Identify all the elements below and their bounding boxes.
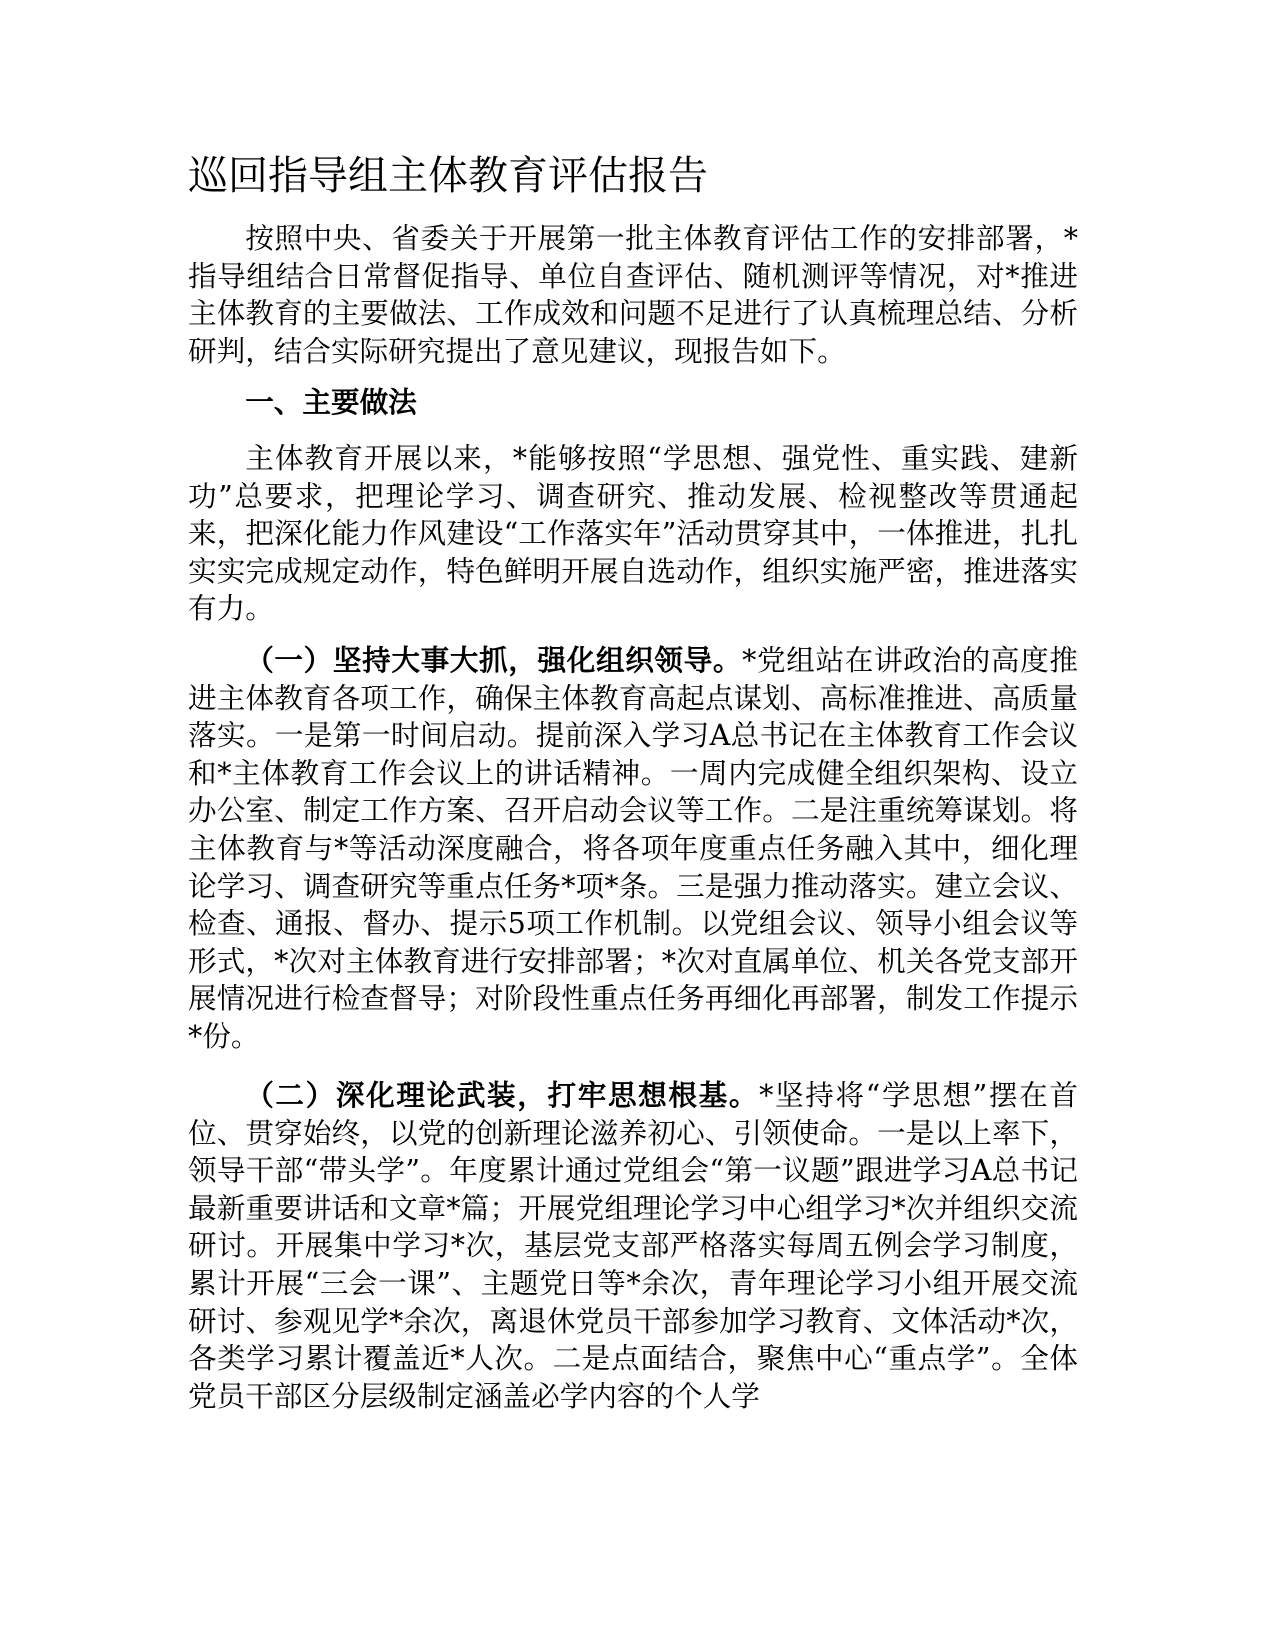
item-1-paragraph bbox=[188, 642, 1078, 1056]
item-1-lead: （一）坚持大事大抓，强化组织领导。 bbox=[245, 643, 743, 677]
item-1-body: *党组站在讲政治的高度推进主体教育各项工作，确保主体教育高起点谋划、高标准推进、高质量落实。一是第一时间启动。提前深入学习A总书记在主体教育工作会议和*主体教育工作会议上的讲话精神。一周内完成健全组织架构、设立办公室、制定工作方案、召开启动会议等工作。二是注重统筹谋划。将主体教育与*等活动深度融合，将各项年度重点任务融入其中，细化理论学习、调查研究等重点任务*项*条。三是强力推动落实。建立会议、检查、通报、督办、提示5项工作机制。以党组会议、领导小组会议等形式，*次对主体教育进行安排部署；*次对直属单位、机关各党支部开展情况进行检查督导；对阶段性重点任务再细化再部署，制发工作提示*份。 bbox=[188, 643, 1078, 1053]
intro-paragraph: 按照中央、省委关于开展第一批主体教育评估工作的安排部署，*指导组结合日常督促指导、单位自查评估、随机测评等情况，对*推进主体教育的主要做法、工作成效和问题不足进行了认真梳理总结、分析研判，结合实际研究提出了意见建议，现报告如下。 bbox=[188, 221, 1078, 368]
section-1-heading: 一、主要做法 bbox=[245, 385, 417, 419]
item-2-lead: （二）深化理论武装，打牢思想根基。 bbox=[245, 1078, 760, 1112]
document-title: 巡回指导组主体教育评估报告 bbox=[188, 153, 708, 199]
item-2-body: *坚持将“学思想”摆在首位、贯穿始终，以党的创新理论滋养初心、引领使命。一是以上率下，领导干部“带头学”。年度累计通过党组会“第一议题”跟进学习A总书记最新重要讲话和文章*篇；开展党组理论学习中心组学习*次并组织交流研讨。开展集中学习*次，基层党支部严格落实每周五例会学习制度，累计开展“三会一课”、主题党日等*余次，青年理论学习小组开展交流研讨、参观见学*余次，离退休党员干部参加学习教育、文体活动*次，各类学习累计覆盖近*人次。二是点面结合，聚焦中心“重点学”。全体党员干部区分层级制定涵盖必学内容的个人学 bbox=[188, 1078, 1078, 1413]
section-1-intro-paragraph: 主体教育开展以来，*能够按照“学思想、强党性、重实践、建新功”总要求，把理论学习、调查研究、推动发展、检视整改等贯通起来，把深化能力作风建设“工作落实年”活动贯穿其中，一体推进，扎扎实实完成规定动作，特色鲜明开展自选动作，组织实施严密，推进落实有力。 bbox=[188, 441, 1078, 626]
item-2-paragraph bbox=[188, 1077, 1078, 1415]
